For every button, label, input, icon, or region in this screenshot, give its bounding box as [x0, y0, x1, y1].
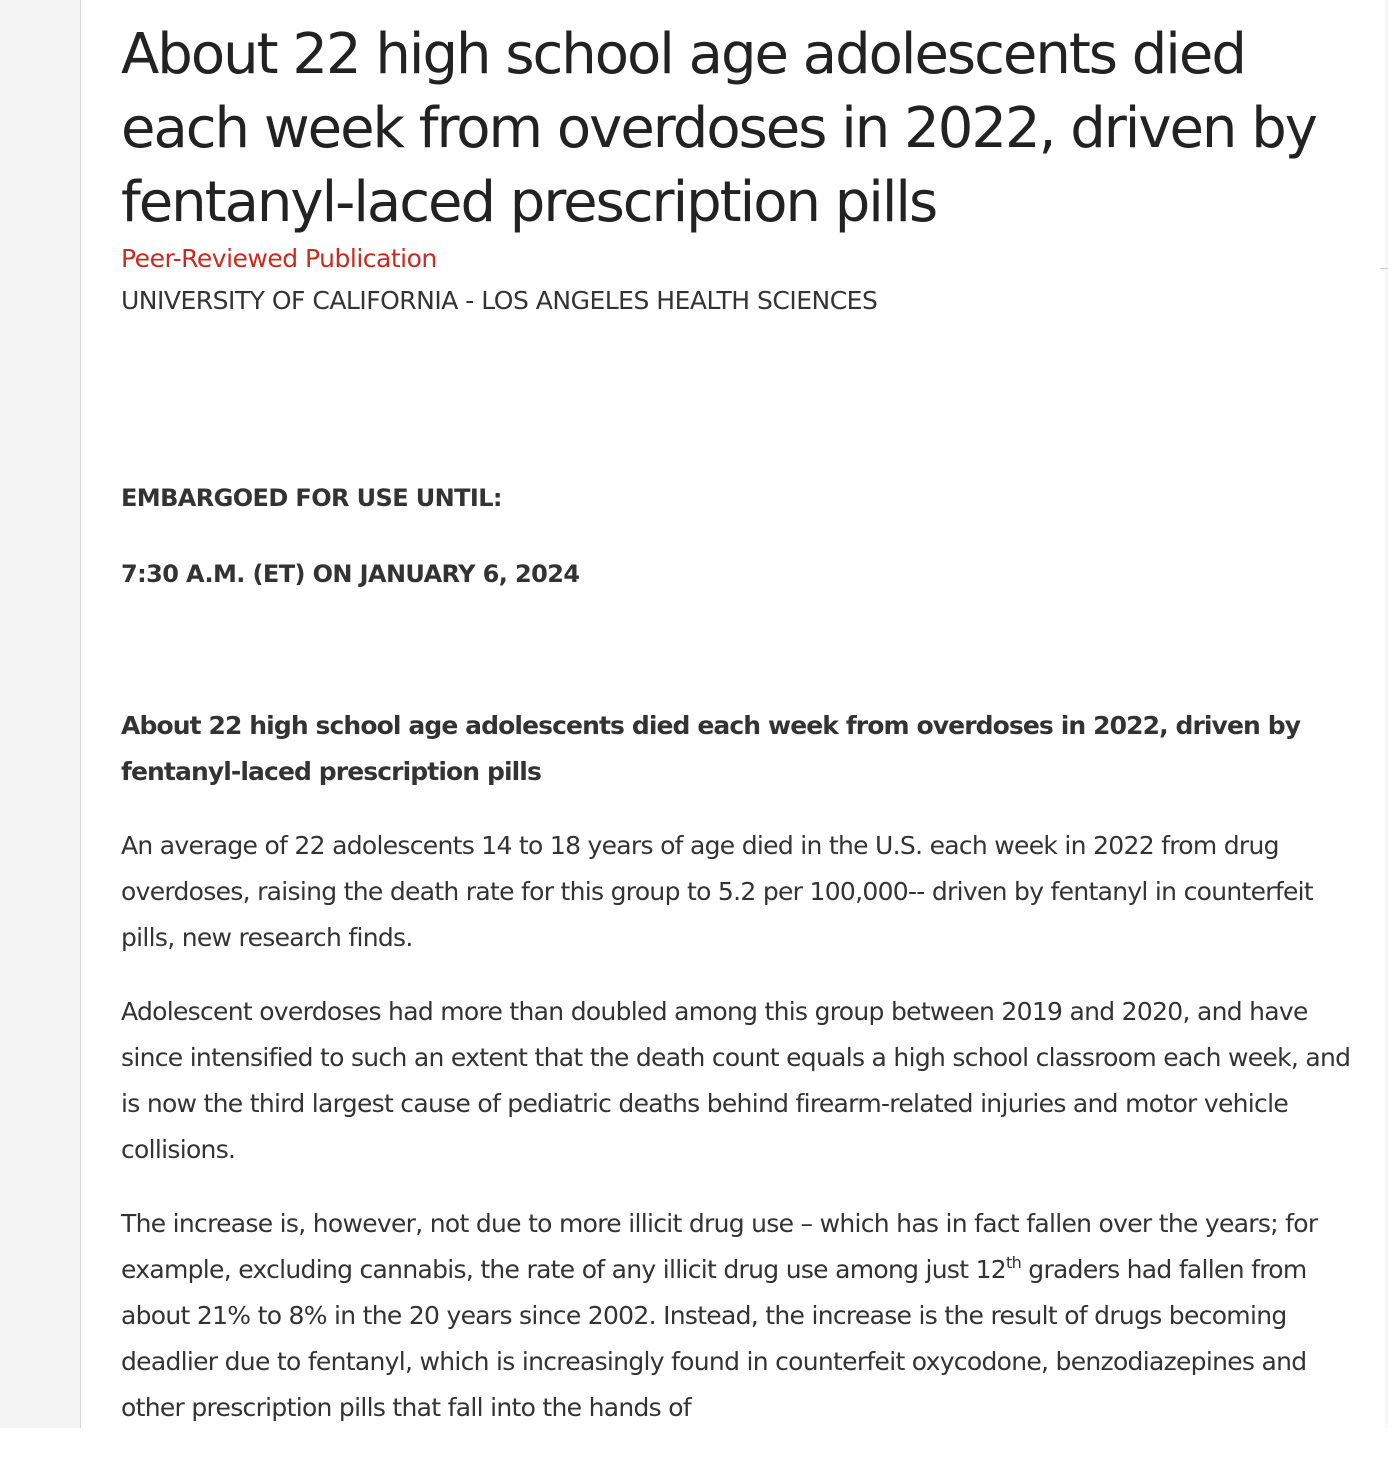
paragraph-text: graders had fallen from about 21% to 8% in the 20 years since 2002. Instead, the increase is the result of drugs becoming deadlier due to fentanyl, which is increasingly found in counterfeit oxycodone, benzodiazepines and other prescription pills that fall into the hands of — [121, 1255, 1307, 1422]
institution-name: UNIVERSITY OF CALIFORNIA - LOS ANGELES HEALTH SCIENCES — [121, 286, 878, 315]
article — [121, 0, 1351, 1422]
publication-type-label[interactable]: Peer-Reviewed Publication — [121, 244, 437, 273]
paragraph-text: The increase is, however, not due to more illicit drug use – which has in fact fallen over the years; for example, excluding cannabis, the rate of any illicit drug use among just 12 — [121, 1209, 1318, 1284]
embargo-label: EMBARGOED FOR USE UNTIL: — [121, 484, 502, 512]
article-body — [121, 703, 1351, 1459]
article-paragraph: An average of 22 adolescents 14 to 18 years of age died in the U.S. each week in 2022 from drug overdoses, raising the death rate for this group to 5.2 per 100,000-- driven by fentanyl in counterfeit pills, new research finds. — [121, 831, 1313, 952]
page-title: About 22 high school age adolescents died each week from overdoses in 2022, driven by fentanyl-laced prescription pills — [121, 22, 1316, 235]
article-subheadline: About 22 high school age adolescents died each week from overdoses in 2022, driven by fentanyl-laced prescription pills — [121, 711, 1301, 786]
embargo-time: 7:30 A.M. (ET) ON JANUARY 6, 2024 — [121, 560, 580, 588]
ordinal-suffix: th — [1006, 1253, 1022, 1272]
left-gutter — [0, 0, 81, 1428]
right-edge-tick — [1380, 268, 1388, 269]
article-paragraph: Adolescent overdoses had more than doubled among this group between 2019 and 2020, and have since intensified to such an extent that the death count equals a high school classroom each week, and is now the third largest cause of pediatric deaths behind firearm-related injuries and motor vehicle collisions. — [121, 997, 1351, 1164]
article-paragraph — [121, 1201, 1351, 1431]
